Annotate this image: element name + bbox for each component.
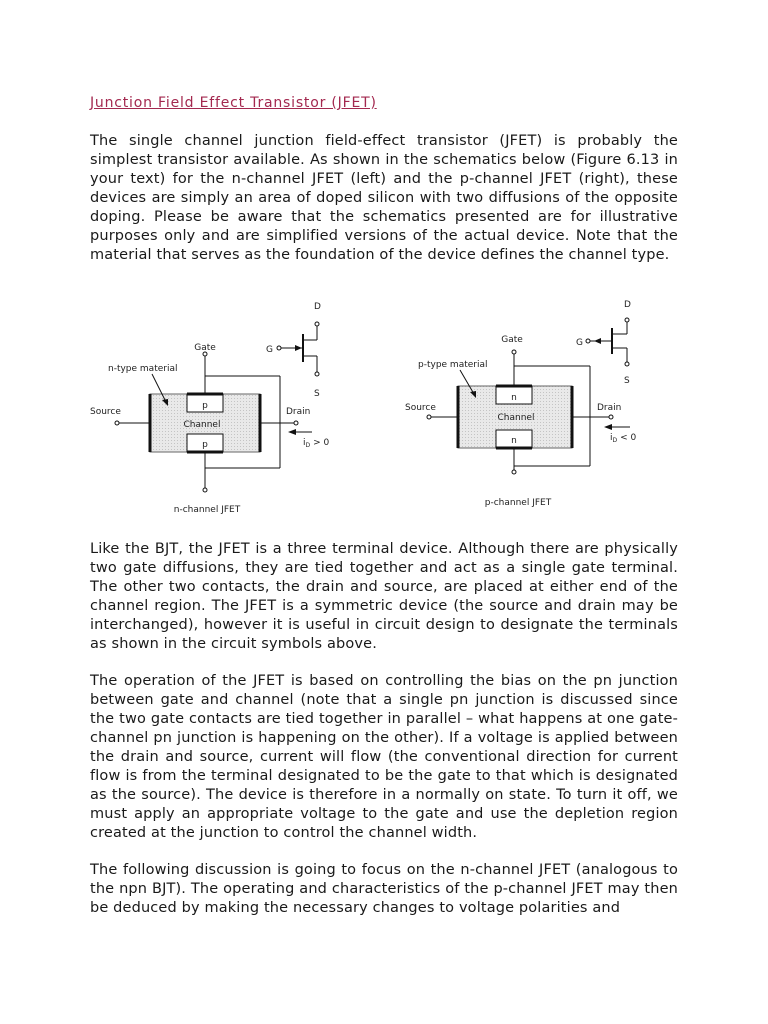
- drain-terminal-p: [609, 415, 613, 419]
- current-arrow: [288, 429, 296, 435]
- current-subscript: D: [305, 442, 311, 449]
- gate-label-p: Gate: [501, 335, 523, 345]
- figure-caption-left: n-channel JFET: [173, 505, 241, 515]
- n-channel-jfet-symbol: [266, 302, 321, 399]
- n-label-bottom: n: [511, 436, 517, 446]
- n-label-top: n: [511, 393, 517, 403]
- current-relation-p: < 0: [620, 433, 637, 443]
- paragraph-operation: The operation of the JFET is based on controlling the bias on the pn junction between gate and channel (note that a single pn junction is discussed since the two gate contacts are tied together in parallel – what happens at one gate-channel pn junction is happening on the other). If a voltage is applied between the drain and source, current will flow (the conventional direction for current flow is from the terminal designated to be the gate to that which is designated as the source). The device is therefore in a normally on state. To turn it off, we must apply an appropriate voltage to the gate and use the depletion region created at the junction to control the channel width.: [90, 673, 678, 841]
- current-symbol-p: i: [610, 433, 613, 443]
- material-label-p: p-type material: [418, 360, 488, 370]
- gate-label: Gate: [194, 343, 216, 353]
- jfet-figure: [0, 290, 768, 530]
- section-heading: Junction Field Effect Transistor (JFET): [90, 95, 377, 111]
- p-label-top: p: [202, 401, 208, 411]
- source-terminal-p: [427, 415, 431, 419]
- gate-terminal-bottom-p: [512, 470, 516, 474]
- source-label: Source: [90, 407, 121, 417]
- source-terminal: [115, 421, 119, 425]
- source-label-p: Source: [405, 403, 436, 413]
- symbol-g-label: G: [266, 345, 273, 355]
- drain-label-p: Drain: [597, 403, 622, 413]
- symbol-s-label: S: [314, 389, 320, 399]
- paragraph-intro: The single channel junction field-effect transistor (JFET) is probably the simplest transistor available. As shown in the schematics below (Figure 6.13 in your text) for the n-channel JFET (left) and the p-channel JFET (right), these devices are simply an area of doped silicon with two diffusions of the opposite doping. Please be aware that the schematics presented are for illustrative purposes only and are simplified versions of the actual device. Note that the material that serves as the foundation of the device defines the channel type.: [90, 133, 678, 263]
- p-label-bottom: p: [202, 440, 208, 450]
- current-symbol: i: [303, 438, 306, 448]
- svg-text:iD> 0: [303, 438, 330, 449]
- material-label: n-type material: [108, 364, 178, 374]
- channel-label-p: Channel: [497, 413, 535, 423]
- drain-terminal: [294, 421, 298, 425]
- symbol-g-label-p: G: [576, 338, 583, 348]
- n-channel-jfet-diagram: [90, 302, 330, 515]
- paragraph-terminals: Like the BJT, the JFET is a three terminal device. Although there are physically two gate diffusions, they are tied together and act as a single gate terminal. The other two contacts, the drain and source, are placed at either end of the channel region. The JFET is a symmetric device (the source and drain may be interchanged), however it is useful in circuit design to designate the terminals as shown in the circuit symbols above.: [90, 541, 678, 652]
- current-relation: > 0: [313, 438, 330, 448]
- figure-caption-right: p-channel JFET: [484, 498, 552, 508]
- current-subscript-p: D: [612, 437, 618, 444]
- symbol-s-label-p: S: [624, 376, 630, 386]
- channel-label: Channel: [183, 420, 221, 430]
- drain-label: Drain: [286, 407, 311, 417]
- paragraph-discussion: The following discussion is going to focus on the n-channel JFET (analogous to the npn BJT). The operating and characteristics of the p-channel JFET may then be deduced by making the necessary changes to voltage polarities and: [90, 862, 678, 916]
- p-channel-jfet-symbol: [576, 300, 631, 386]
- gate-terminal-p: [512, 350, 516, 354]
- symbol-d-label: D: [314, 302, 321, 312]
- p-channel-jfet-diagram: [405, 300, 637, 508]
- symbol-d-label-p: D: [624, 300, 631, 310]
- current-arrow-p: [604, 424, 612, 430]
- svg-text:iD< 0: [610, 433, 637, 444]
- gate-terminal-bottom: [203, 488, 207, 492]
